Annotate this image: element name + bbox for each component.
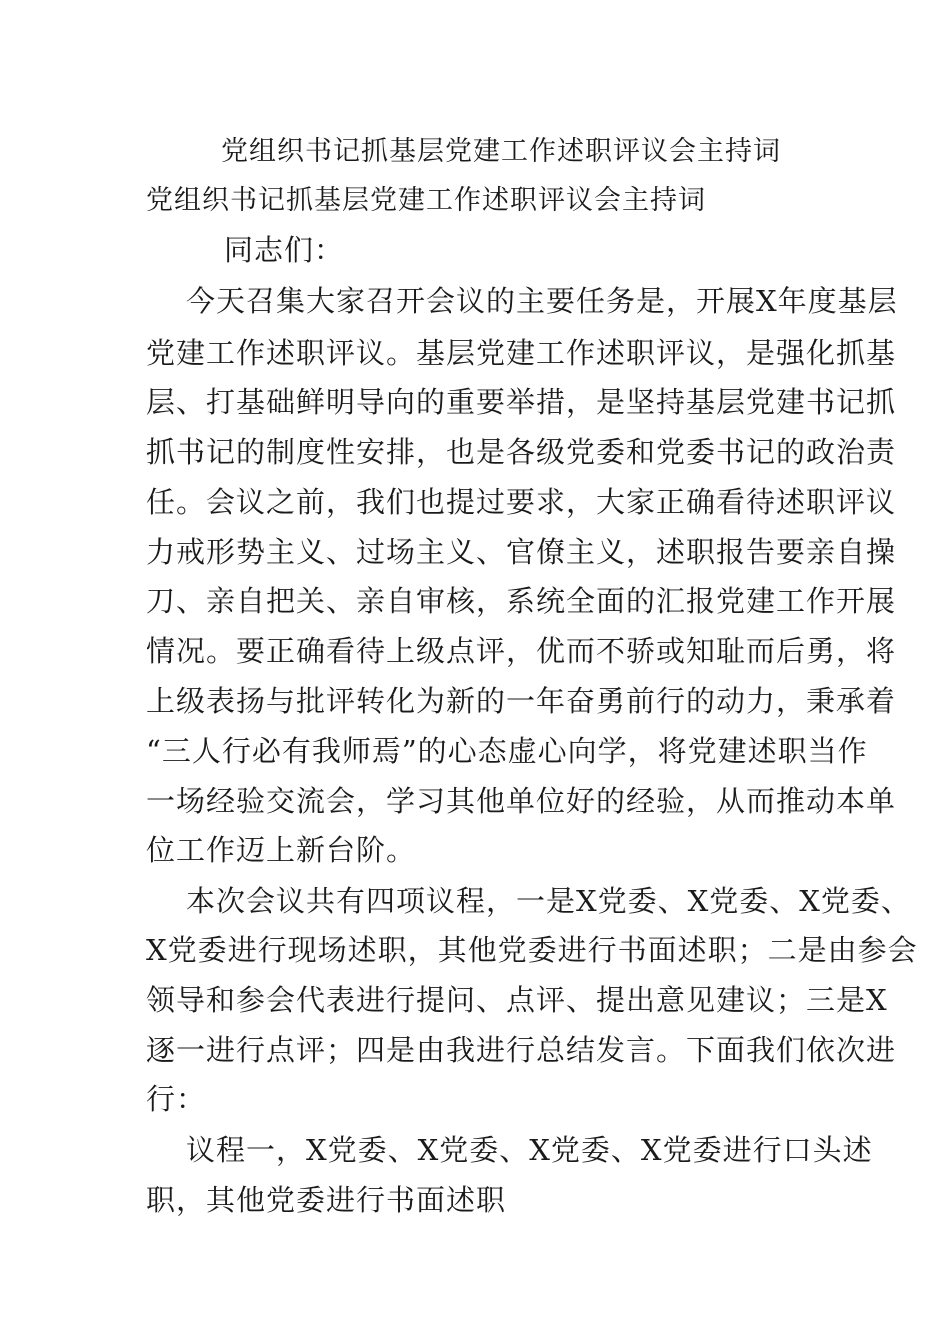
paragraph-line: 一场经验交流会，学习其他单位好的经验，从而推动本单 <box>146 784 897 818</box>
paragraph-line: 行： <box>146 1082 207 1116</box>
paragraph-line: 逐一进行点评；四是由我进行总结发言。下面我们依次进 <box>146 1033 897 1067</box>
paragraph-line: 情况。要正确看待上级点评，优而不骄或知耻而后勇，将 <box>146 634 897 668</box>
paragraph-line: 层、打基础鲜明导向的重要举措，是坚持基层党建书记抓 <box>146 385 897 419</box>
paragraph-line: 今天召集大家召开会议的主要任务是，开展X年度基层 <box>186 284 898 318</box>
paragraph-line: 议程一，X党委、X党委、X党委、X党委进行口头述 <box>186 1133 873 1167</box>
paragraph-line: 领导和参会代表进行提问、点评、提出意见建议；三是X <box>146 983 888 1017</box>
paragraph-line: 任。会议之前，我们也提过要求，大家正确看待述职评议 <box>146 485 897 519</box>
paragraph-line: 刀、亲自把关、亲自审核，系统全面的汇报党建工作开展 <box>146 584 897 618</box>
paragraph-line: “三人行必有我师焉”的心态虚心向学，将党建述职当作 <box>146 734 868 768</box>
paragraph-line: 抓书记的制度性安排，也是各级党委和党委书记的政治责 <box>146 435 897 469</box>
paragraph-line: 上级表扬与批评转化为新的一年奋勇前行的动力，秉承着 <box>146 684 897 718</box>
document-title: 党组织书记抓基层党建工作述职评议会主持词 <box>221 136 781 167</box>
paragraph-line: 力戒形势主义、过场主义、官僚主义，述职报告要亲自操 <box>146 535 897 569</box>
paragraph-line: X党委进行现场述职，其他党委进行书面述职；二是由参会 <box>146 933 918 967</box>
paragraph-line: 党建工作述职评议。基层党建工作述职评议，是强化抓基 <box>146 336 897 370</box>
paragraph-line: 本次会议共有四项议程，一是X党委、X党委、X党委、 <box>186 884 911 918</box>
paragraph-line: 职，其他党委进行书面述职 <box>146 1183 507 1217</box>
document-subtitle: 党组织书记抓基层党建工作述职评议会主持词 <box>146 185 706 216</box>
greeting: 同志们： <box>224 233 345 267</box>
paragraph-line: 位工作迈上新台阶。 <box>146 833 417 867</box>
